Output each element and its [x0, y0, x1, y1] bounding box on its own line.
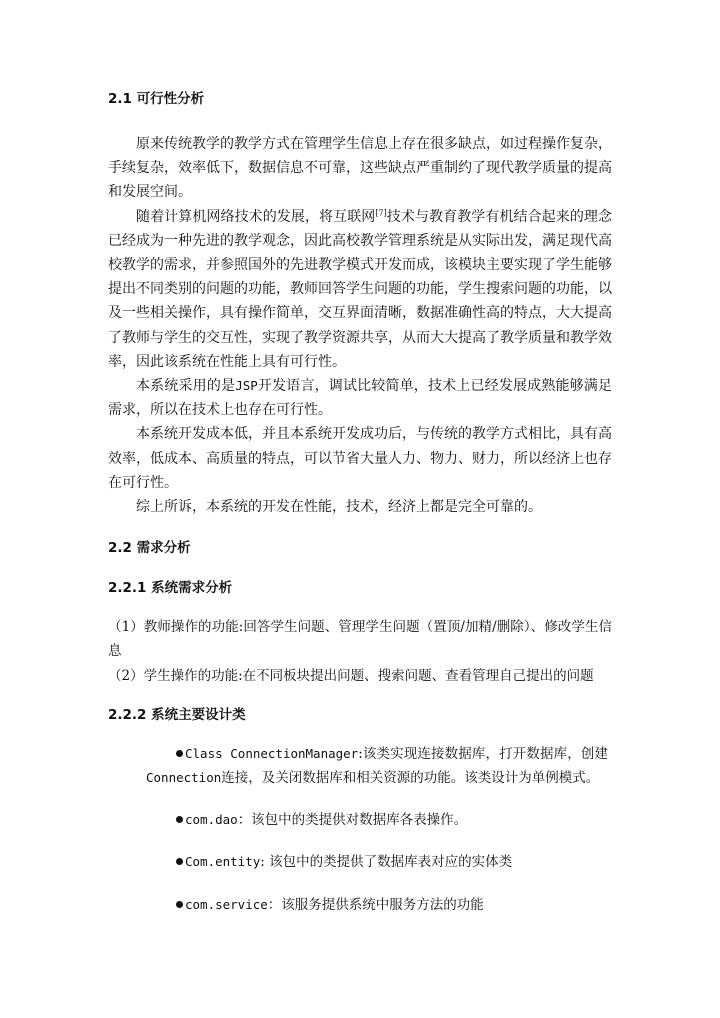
- bullet-icon: [176, 858, 183, 865]
- class-item-connection-manager: [146, 742, 608, 790]
- section-title: 系统主要设计类: [151, 706, 246, 723]
- package-name: Com.entity: [185, 854, 261, 870]
- section-number: 2.2.1: [108, 580, 147, 597]
- paragraph-text: 技术与教育教学有机结合起来的理念已经成为一种先进的教学观念，因此高校教学管理系统是从实际出发，满足现代高校教学的需求，并参照国外的先进教学模式开发而成，该模块主要实现了学生能够提出不同类别的问题的功能，教师回答学生问题的功能，学生搜索问题的功能，以及一些相关操作，具有操作简单，交互界面清晰，数据准确性高的特点，大大提高了教师与学生的交互性，实现了教学资源共享，从而大大提高了教学质量和教学效率，因此该系统在性能上具有可行性。: [108, 208, 613, 370]
- code-term: JSP: [235, 378, 258, 394]
- class-description: :该类实现连接数据库，打开数据库，创建: [358, 745, 608, 762]
- requirement-teacher: （1）教师操作的功能:回答学生问题、管理学生问题（置顶/加精/删除）、修改学生信息: [108, 619, 612, 660]
- class-item-entity: [146, 850, 608, 874]
- package-description: : 该包中的类提供了数据库表对应的实体类: [260, 854, 513, 871]
- bullet-icon: [176, 816, 183, 823]
- class-description: 连接，及关闭数据库和相关资源的功能。该类设计为单例模式。: [221, 770, 600, 787]
- paragraph-text: 本系统采用的是: [136, 378, 236, 395]
- package-name: com.service: [185, 896, 268, 912]
- section-title: 系统需求分析: [151, 580, 233, 597]
- class-item-dao: [146, 808, 608, 832]
- section-number: 2.2: [108, 540, 132, 557]
- section-heading-2-1: [108, 86, 612, 112]
- section-title: 需求分析: [136, 540, 191, 557]
- paragraph-text: 随着计算机网络技术的发展，将互联网: [136, 208, 376, 225]
- class-name: Class ConnectionManager: [185, 745, 359, 761]
- class-item-service: [146, 893, 608, 917]
- feasibility-paragraph-1: 原来传统教学的教学方式在管理学生信息上存在很多缺点，如过程操作复杂，手续复杂，效率低下，数据信息不可靠，这些缺点严重制约了现代教学质量的提高和发展空间。: [108, 136, 612, 201]
- requirements-list: [108, 615, 612, 688]
- section-heading-2-2-1: [108, 575, 612, 601]
- citation-marker: [7]: [375, 207, 387, 217]
- paragraph-text: 开发语言，调试比较简单，技术上已经发展成熟能够满足需求，所以在技术上也存在可行性。: [108, 378, 612, 419]
- section-heading-2-2: [108, 535, 612, 561]
- document-body: [108, 86, 612, 935]
- feasibility-paragraph-4: 本系统开发成本低，并且本系统开发成功后，与传统的教学方式相比，具有高效率，低成本、高质量的特点，可以节省大量人力、物力、财力，所以经济上也存在可行性。: [108, 426, 612, 491]
- bullet-icon: [176, 750, 183, 757]
- package-description: ：该包中的类提供对数据库各表操作。: [237, 812, 468, 829]
- package-name: com.dao: [185, 812, 238, 828]
- section-number: 2.2.2: [108, 706, 147, 723]
- section-heading-2-2-2: [108, 702, 612, 728]
- section-title: 可行性分析: [136, 91, 205, 107]
- section-number: 2.1: [108, 91, 132, 107]
- package-description: ：该服务提供系统中服务方法的功能: [267, 896, 484, 913]
- feasibility-paragraph-3: [108, 374, 612, 422]
- feasibility-paragraph-5: 综上所诉，本系统的开发在性能，技术，经济上都是完全可靠的。: [136, 499, 542, 516]
- design-class-list: [146, 742, 608, 917]
- feasibility-paragraph-2: [108, 205, 612, 374]
- bullet-icon: [176, 901, 183, 908]
- code-term: Connection: [146, 770, 222, 786]
- requirement-student: （2）学生操作的功能:在不同板块提出问题、搜索问题、查看管理自己提出的问题: [108, 667, 594, 684]
